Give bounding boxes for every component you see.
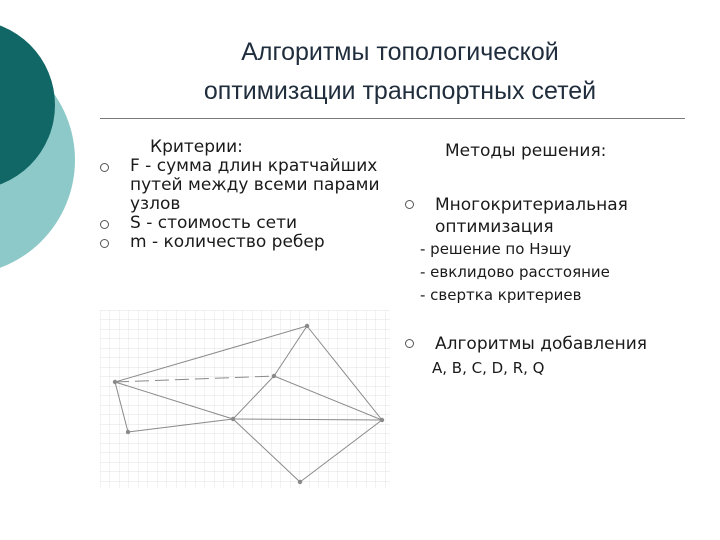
circle-bullet-icon [100,163,109,172]
graph-node [380,418,384,422]
circle-bullet-icon [100,220,109,229]
circle-bullet-icon [405,339,414,348]
graph-node [231,417,235,421]
criteria-item [100,214,390,233]
method-subitem: - решение по Нэшу [420,240,572,258]
graph-node [126,430,130,434]
slide-title [110,33,690,111]
criteria-item [100,157,390,214]
criteria-column [100,138,390,252]
title-divider [100,118,685,119]
method-item [405,194,705,238]
graph-node [113,380,117,384]
method-item-label: Многокритериальная оптимизация [435,195,628,237]
criteria-item-text: F - сумма длин кратчайших путей между всеми парами узлов [130,156,380,214]
method-item [405,333,705,355]
methods-heading: Методы решения: [445,141,607,161]
graph-node [305,324,309,328]
graph-node [298,480,302,484]
method-item-label: Алгоритмы добавления [435,334,648,354]
criteria-item-text: S - стоимость сети [130,213,298,233]
method-subitem: - свертка критериев [420,286,582,304]
algorithm-letters: A, B, C, D, R, Q [432,359,545,377]
network-graph [100,310,390,488]
graph-node [272,374,276,378]
method-subitem: - евклидово расстояние [420,263,610,281]
circle-bullet-icon [100,239,109,248]
criteria-heading: Критерии: [150,137,243,157]
grid-background [100,310,390,488]
methods-column [405,140,705,379]
criteria-item-text: m - количество ребер [130,232,325,252]
criteria-item [100,233,390,252]
title-line-2: оптимизации транспортных сетей [203,77,597,105]
title-line-1: Алгоритмы топологической [241,38,559,66]
circle-bullet-icon [405,200,414,209]
